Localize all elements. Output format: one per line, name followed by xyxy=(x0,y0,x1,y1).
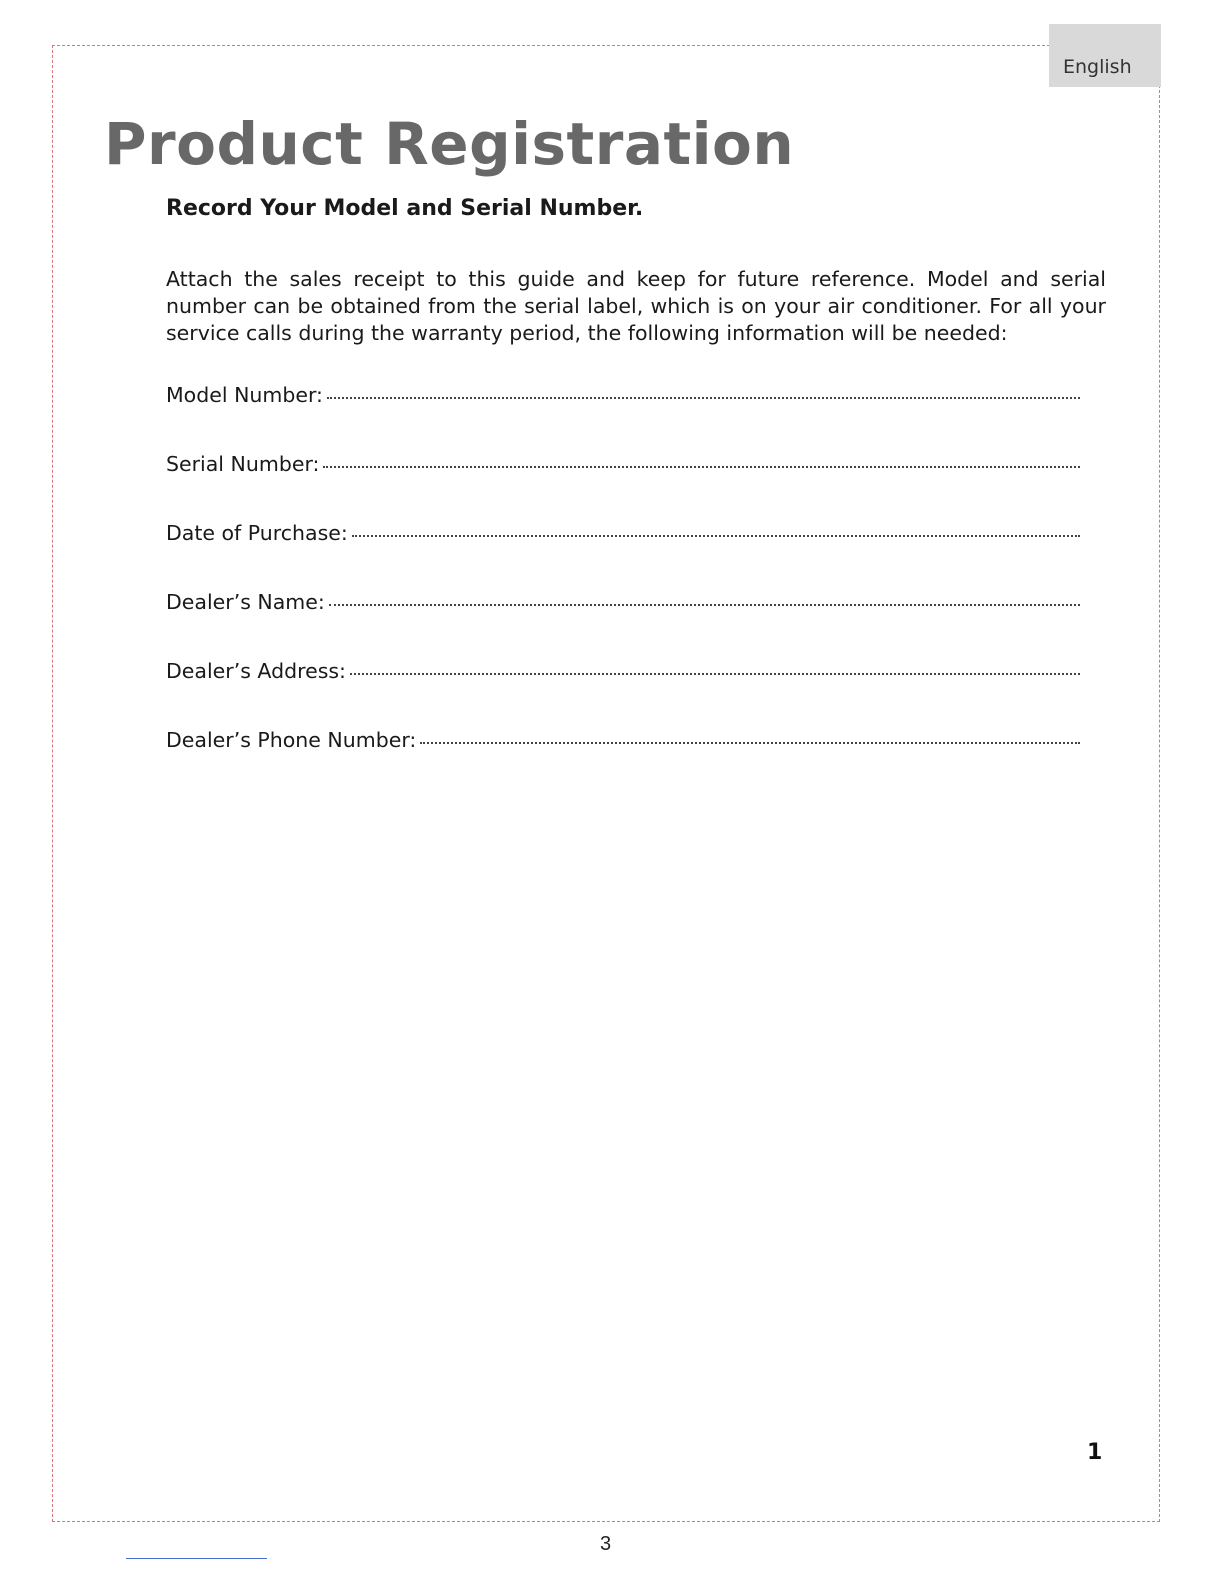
dotted-fill-line xyxy=(350,673,1080,675)
field-date-of-purchase xyxy=(166,521,1080,590)
field-model-number xyxy=(166,383,1080,452)
page-number: 1 xyxy=(1087,1440,1103,1465)
page-title: Product Registration xyxy=(104,110,795,178)
field-label: Serial Number: xyxy=(166,452,320,476)
language-tab: English xyxy=(1049,24,1161,87)
link-underline xyxy=(126,1558,267,1559)
dotted-fill-line xyxy=(323,466,1080,468)
section-subheading: Record Your Model and Serial Number. xyxy=(166,196,644,221)
field-label: Date of Purchase: xyxy=(166,521,348,545)
field-serial-number xyxy=(166,452,1080,521)
field-label: Dealer’s Address: xyxy=(166,659,346,683)
field-dealer-phone-number xyxy=(166,728,1080,797)
field-label: Dealer’s Phone Number: xyxy=(166,728,417,752)
field-dealer-name xyxy=(166,590,1080,659)
pdf-page-number: 3 xyxy=(600,1533,612,1555)
registration-fields xyxy=(166,383,1080,797)
field-dealer-address xyxy=(166,659,1080,728)
field-label: Model Number: xyxy=(166,383,323,407)
dotted-fill-line xyxy=(420,742,1080,744)
field-label: Dealer’s Name: xyxy=(166,590,325,614)
intro-paragraph: Attach the sales receipt to this guide and keep for future reference. Model and serial number can be obtained from the serial label, which is on your air conditioner. For all your service calls during the warranty period, the following information will be needed: xyxy=(166,267,1106,345)
dotted-fill-line xyxy=(329,604,1080,606)
dotted-fill-line xyxy=(352,535,1080,537)
dotted-fill-line xyxy=(327,397,1080,399)
